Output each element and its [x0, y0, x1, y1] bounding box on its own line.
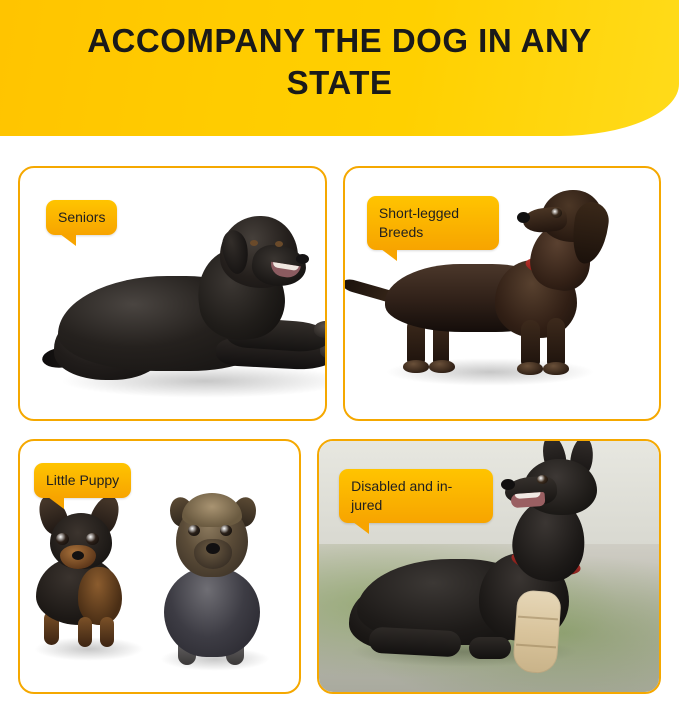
card-short-legged-breeds: [343, 166, 661, 421]
card-disabled-and-injured: [317, 439, 661, 694]
card-seniors: [18, 166, 327, 421]
label-short-legged-breeds: Short-legged Breeds: [367, 196, 499, 250]
dog-mouth: [511, 492, 546, 508]
dog-front-leg: [521, 320, 540, 368]
card-little-puppy: [18, 439, 301, 694]
yorkie-eye: [220, 525, 232, 536]
label-disabled-and-injured: Disabled and in-jured: [339, 469, 493, 523]
yorkie-body: [164, 567, 260, 657]
dog-front-leg: [547, 318, 565, 368]
dog-paw: [543, 362, 569, 375]
yorkie-nose: [206, 543, 220, 554]
yorkie-eye: [188, 525, 200, 536]
header-banner: [0, 0, 679, 136]
dog-eye: [250, 240, 258, 246]
label-seniors: Seniors: [46, 200, 117, 235]
dog-eye: [275, 241, 283, 247]
puppy-eye: [86, 533, 99, 545]
dog-eye: [551, 208, 562, 218]
dog-paw: [403, 360, 429, 373]
card-row-bottom: [18, 439, 661, 694]
card-grid: [0, 166, 679, 711]
puppy-front-leg: [100, 617, 114, 647]
dog-front-leg-extended: [369, 627, 462, 658]
puppy-eye: [56, 533, 69, 545]
dog-nose: [517, 212, 530, 223]
dog-nose: [296, 254, 309, 264]
yorkie-topknot: [182, 493, 242, 527]
dog-paw: [429, 360, 455, 373]
card-row-top: [18, 166, 661, 421]
label-little-puppy: Little Puppy: [34, 463, 131, 498]
puppy-nose: [72, 551, 84, 560]
page-title: ACCOMPANY THE DOG IN ANY STATE: [87, 22, 592, 101]
dog-paw: [517, 362, 543, 375]
puppy-front-leg: [78, 617, 92, 647]
dog-front-paw-area: [469, 637, 511, 659]
leg-bandage: [512, 590, 562, 675]
